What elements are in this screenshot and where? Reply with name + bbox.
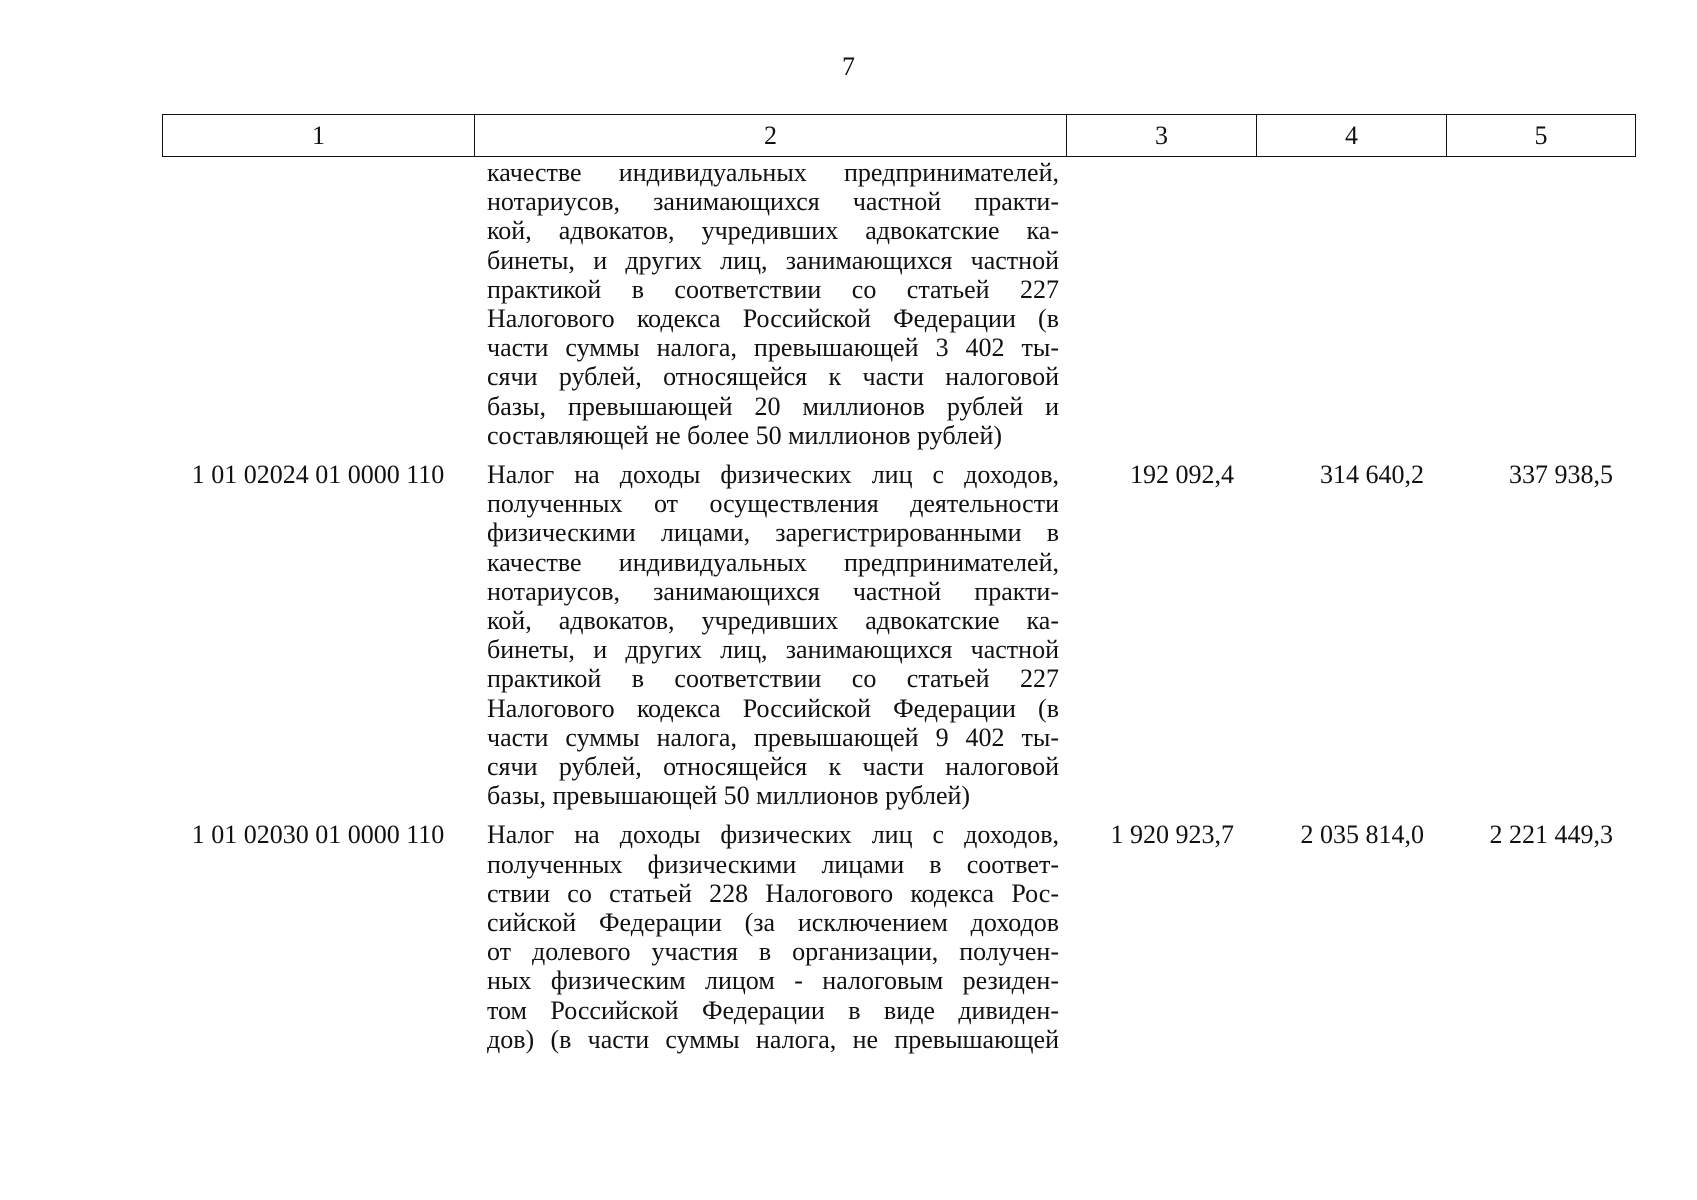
table-body	[162, 158, 1632, 1064]
header-cell-2: 2	[475, 115, 1067, 157]
name-line: практикой в соответствии со статьей 227	[487, 664, 1059, 694]
cell-value-4: 2 035 814,0	[1300, 820, 1424, 850]
cell-name	[474, 820, 1059, 1054]
header-cell-3: 3	[1067, 115, 1257, 157]
name-line: сийской Федерации (за исключением доходов	[487, 908, 1059, 938]
name-line: полученных от осуществления деятельности	[487, 489, 1059, 519]
cell-value-5: 337 938,5	[1509, 460, 1613, 490]
cell-code: 1 01 02030 01 0000 110	[191, 820, 445, 850]
name-line: кой, адвокатов, учредивших адвокатские ка-	[487, 216, 1059, 246]
cell-value-3: 192 092,4	[1130, 460, 1234, 490]
table-row-continuation	[162, 158, 1632, 450]
name-line: ствии со статьей 228 Налогового кодекса Рос-	[487, 878, 1059, 908]
name-line: том Российской Федерации в виде дивиден-	[487, 995, 1059, 1025]
name-line: Налог на доходы физических лиц с доходов,	[487, 460, 1059, 490]
name-line: сячи рублей, относящейся к части налоговой	[487, 752, 1059, 782]
name-line: базы, превышающей 20 миллионов рублей и	[487, 391, 1059, 421]
name-line: кой, адвокатов, учредивших адвокатские ка-	[487, 606, 1059, 636]
cell-value-4: 314 640,2	[1320, 460, 1424, 490]
header-cell-1: 1	[163, 115, 475, 157]
name-line: сячи рублей, относящейся к части налоговой	[487, 362, 1059, 392]
name-line: базы, превышающей 50 миллионов рублей)	[487, 781, 971, 811]
cell-value-3: 1 920 923,7	[1110, 820, 1234, 850]
name-line: бинеты, и других лиц, занимающихся частной	[487, 245, 1059, 275]
name-line: бинеты, и других лиц, занимающихся частной	[487, 635, 1059, 665]
cell-value-5: 2 221 449,3	[1489, 820, 1613, 850]
page-number: 7	[842, 52, 855, 81]
name-line: от долевого участия в организации, получен-	[487, 937, 1059, 967]
table-header	[162, 114, 1636, 157]
cell-code: 1 01 02024 01 0000 110	[191, 460, 445, 490]
name-line: составляющей не более 50 миллионов рублей)	[487, 420, 1003, 450]
name-line: качестве индивидуальных предпринимателей,	[487, 547, 1059, 577]
name-line: дов) (в части суммы налога, не превышающей	[487, 1024, 1059, 1054]
name-line: нотариусов, занимающихся частной практи-	[487, 187, 1059, 217]
name-line: качестве индивидуальных предпринимателей,	[487, 158, 1059, 187]
cell-name	[474, 158, 1059, 450]
name-line: практикой в соответствии со статьей 227	[487, 274, 1059, 304]
header-row	[163, 115, 1636, 157]
name-line: Налог на доходы физических лиц с доходов,	[487, 820, 1059, 850]
name-line: нотариусов, занимающихся частной практи-	[487, 576, 1059, 606]
cell-name	[474, 460, 1059, 810]
name-line: Налогового кодекса Российской Федерации (в	[487, 304, 1059, 334]
name-line: части суммы налога, превышающей 9 402 ты-	[487, 722, 1059, 752]
table-row	[162, 820, 1632, 1054]
name-line: полученных физическими лицами в соответ-	[487, 849, 1059, 879]
name-line: физическими лицами, зарегистрированными в	[487, 518, 1059, 548]
name-line: Налогового кодекса Российской Федерации (в	[487, 693, 1059, 723]
name-line: ных физическим лицом - налоговым резиден-	[487, 966, 1059, 996]
table-row	[162, 460, 1632, 810]
name-line: части суммы налога, превышающей 3 402 ты-	[487, 333, 1059, 363]
header-cell-5: 5	[1447, 115, 1636, 157]
header-cell-4: 4	[1257, 115, 1447, 157]
